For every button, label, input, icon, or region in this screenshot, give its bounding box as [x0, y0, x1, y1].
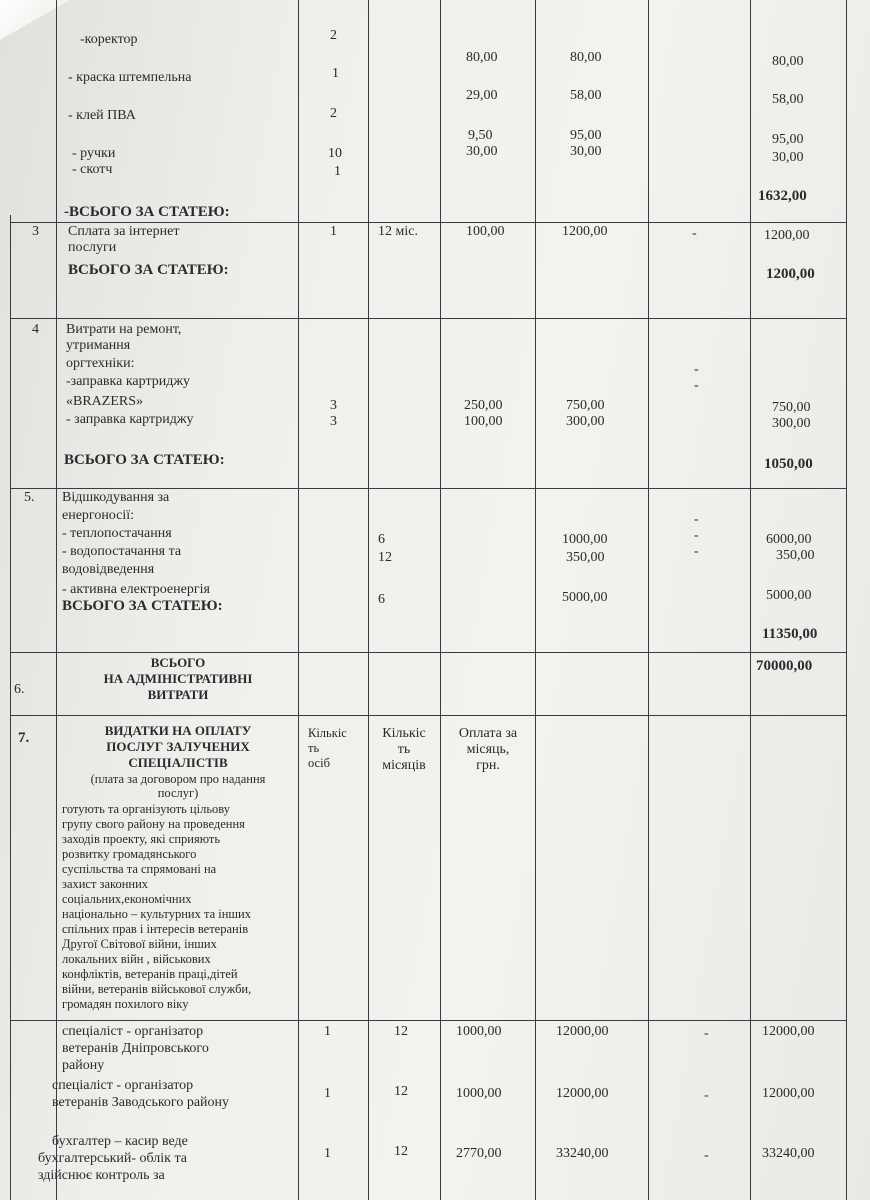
specialist-label: ветеранів Дніпровського — [62, 1041, 209, 1056]
row-label: - активна електроенергія — [62, 582, 210, 597]
column-header-persons: Кількіс — [308, 726, 347, 740]
subtotal-label: ВСЬОГО ЗА СТАТЕЮ: — [62, 598, 223, 614]
column-header-pay: місяць, — [466, 742, 510, 757]
row-line — [10, 652, 846, 653]
section-desc: конфліктів, ветеранів праці,дітей — [62, 967, 238, 981]
item-sum: 30,00 — [570, 144, 602, 159]
row-sum: 350,00 — [566, 550, 605, 565]
subtotal-label: -ВСЬОГО ЗА СТАТЕЮ: — [64, 204, 230, 220]
item-qty: 2 — [330, 106, 337, 121]
item-label: - скотч — [72, 162, 113, 177]
section-desc: групу свого району на проведення — [62, 817, 245, 831]
item-label: -коректор — [80, 32, 138, 47]
specialist-total: 12000,00 — [762, 1024, 815, 1039]
specialist-months: 12 — [394, 1024, 408, 1039]
subtotal-value: 11350,00 — [762, 626, 818, 642]
section-desc: локальних війн , військових — [62, 952, 211, 966]
row-sum: 750,00 — [566, 398, 605, 413]
specialist-sum: 12000,00 — [556, 1024, 609, 1039]
row-number: 6. — [14, 682, 25, 697]
item-qty: 1 — [334, 164, 341, 179]
item-qty: 2 — [330, 28, 337, 43]
specialist-label: ветеранів Заводського району — [52, 1095, 230, 1110]
section-desc: громадян похилого віку — [62, 997, 189, 1011]
specialist-pay: 2770,00 — [456, 1146, 502, 1161]
col-line — [846, 0, 847, 1200]
section-title: СПЕЦІАЛІСТІВ — [128, 755, 228, 770]
specialist-label: бухгалтерський- облік та — [38, 1151, 187, 1166]
specialist-persons: 1 — [324, 1086, 331, 1101]
row-sum: 5000,00 — [562, 590, 608, 605]
row-label: - заправка картриджу — [66, 412, 194, 427]
specialist-dash: - — [704, 1026, 709, 1041]
section-title: ВИДАТКИ НА ОПЛАТУ — [104, 723, 252, 738]
item-total: 30,00 — [772, 150, 804, 165]
item-total: 58,00 — [772, 92, 804, 107]
column-header-months: ть — [397, 742, 411, 757]
item-price: 30,00 — [466, 144, 498, 159]
specialist-label: здійснює контроль за — [38, 1168, 165, 1183]
column-header-pay: Оплата за — [458, 726, 518, 741]
specialist-label: спеціаліст - організатор — [62, 1024, 204, 1039]
row-months: 6 — [378, 532, 385, 547]
section-title: ПОСЛУГ ЗАЛУЧЕНИХ — [106, 739, 250, 754]
section-total-label: ВСЬОГО — [150, 655, 206, 670]
section-desc: війни, ветеранів військової служби, — [62, 982, 252, 996]
row-total: 5000,00 — [766, 588, 812, 603]
column-header-persons: осіб — [308, 756, 330, 770]
row-label: енергоносії: — [62, 508, 135, 523]
section-desc: національно – культурних та інших — [62, 907, 252, 921]
row-line — [10, 1020, 846, 1021]
row-total: 300,00 — [772, 416, 811, 431]
item-total: 80,00 — [772, 54, 804, 69]
col-line — [10, 215, 11, 1200]
section-desc: суспільства та спрямовані на — [62, 862, 217, 876]
row-line — [10, 715, 846, 716]
row-number: 7. — [18, 730, 30, 746]
row-sum: 1000,00 — [562, 532, 608, 547]
row-number: 4 — [32, 322, 39, 337]
specialist-total: 12000,00 — [762, 1086, 815, 1101]
row-sum: 300,00 — [566, 414, 605, 429]
row-total: 750,00 — [772, 400, 811, 415]
subtotal-label: ВСЬОГО ЗА СТАТЕЮ: — [64, 452, 225, 468]
row-total: 350,00 — [776, 548, 815, 563]
item-total: 95,00 — [772, 132, 804, 147]
specialist-pay: 1000,00 — [456, 1024, 502, 1039]
column-header-pay: грн. — [476, 758, 500, 773]
specialist-dash: - — [704, 1088, 709, 1103]
column-header-persons: ть — [308, 741, 320, 755]
item-label: - клей ПВА — [68, 108, 136, 123]
specialist-persons: 1 — [324, 1146, 331, 1161]
item-sum: 58,00 — [570, 88, 602, 103]
subtotal-value: 1050,00 — [764, 456, 813, 472]
specialist-label: району — [62, 1058, 105, 1073]
row-line — [10, 488, 846, 489]
row-price: 100,00 — [466, 224, 505, 239]
row-dash: - — [694, 512, 699, 527]
column-header-months: місяців — [382, 758, 426, 773]
specialist-months: 12 — [394, 1084, 408, 1099]
specialist-pay: 1000,00 — [456, 1086, 502, 1101]
row-label: -заправка картриджу — [66, 374, 191, 389]
row-label: - водопостачання та — [62, 544, 182, 559]
section-desc: розвитку громадянського — [62, 847, 197, 861]
row-label: послуги — [68, 240, 117, 255]
row-qty: 3 — [330, 398, 337, 413]
row-qty: 3 — [330, 414, 337, 429]
row-price: 100,00 — [464, 414, 503, 429]
row-months: 12 міс. — [378, 224, 418, 239]
item-qty: 1 — [332, 66, 339, 81]
item-price: 29,00 — [466, 88, 498, 103]
row-dash: - — [694, 544, 699, 559]
row-sum: 1200,00 — [562, 224, 608, 239]
row-total: 1200,00 — [764, 228, 810, 243]
row-label: Витрати на ремонт, — [66, 322, 182, 337]
section-desc: спільних прав і інтересів ветеранів — [62, 922, 249, 936]
row-label: оргтехніки: — [66, 356, 135, 371]
specialist-label: бухгалтер – касир веде — [52, 1134, 188, 1149]
section-note: (плата за договором про надання — [90, 772, 266, 786]
row-qty: 1 — [330, 224, 337, 239]
row-label: Сплата за інтернет — [68, 224, 180, 239]
row-line — [10, 318, 846, 319]
item-label: - краска штемпельна — [68, 70, 192, 85]
row-label: водовідведення — [62, 562, 155, 577]
section-total-label: ВИТРАТИ — [147, 687, 209, 702]
row-total: 6000,00 — [766, 532, 812, 547]
row-label: утримання — [66, 338, 131, 353]
item-label: - ручки — [72, 146, 116, 161]
subtotal-value: 1200,00 — [766, 266, 815, 282]
subtotal-value: 1632,00 — [758, 188, 807, 204]
row-number: 5. — [24, 490, 35, 505]
row-number: 3 — [32, 224, 39, 239]
section-desc: захист законних — [62, 877, 149, 891]
column-header-months: Кількіс — [382, 726, 426, 741]
row-label: Відшкодування за — [62, 490, 170, 505]
item-price: 80,00 — [466, 50, 498, 65]
specialist-label: спеціаліст - організатор — [52, 1078, 194, 1093]
section-total-value: 70000,00 — [756, 658, 813, 674]
row-line — [10, 222, 846, 223]
specialist-sum: 12000,00 — [556, 1086, 609, 1101]
row-label: - теплопостачання — [62, 526, 172, 541]
row-dash: - — [694, 528, 699, 543]
row-months: 6 — [378, 592, 385, 607]
specialist-dash: - — [704, 1148, 709, 1163]
specialist-total: 33240,00 — [762, 1146, 815, 1161]
subtotal-label: ВСЬОГО ЗА СТАТЕЮ: — [68, 262, 229, 278]
section-desc: соціальних,економічних — [62, 892, 192, 906]
row-dash: - — [694, 362, 699, 377]
page-fold — [0, 0, 70, 40]
row-dash: - — [692, 226, 697, 241]
item-sum: 95,00 — [570, 128, 602, 143]
specialist-months: 12 — [394, 1144, 408, 1159]
section-desc: готують та організують цільову — [62, 802, 230, 816]
section-note: послуг) — [157, 786, 199, 800]
section-total-label: НА АДМІНІСТРАТИВНІ — [103, 671, 253, 686]
row-dash: - — [694, 378, 699, 393]
specialist-sum: 33240,00 — [556, 1146, 609, 1161]
row-months: 12 — [378, 550, 392, 565]
section-desc: Другої Світової війни, інших — [62, 937, 217, 951]
specialist-persons: 1 — [324, 1024, 331, 1039]
item-qty: 10 — [328, 146, 342, 161]
row-label: «BRAZERS» — [66, 394, 144, 409]
item-price: 9,50 — [468, 128, 493, 143]
section-desc: заходів проекту, які сприяють — [62, 832, 221, 846]
row-price: 250,00 — [464, 398, 503, 413]
item-sum: 80,00 — [570, 50, 602, 65]
